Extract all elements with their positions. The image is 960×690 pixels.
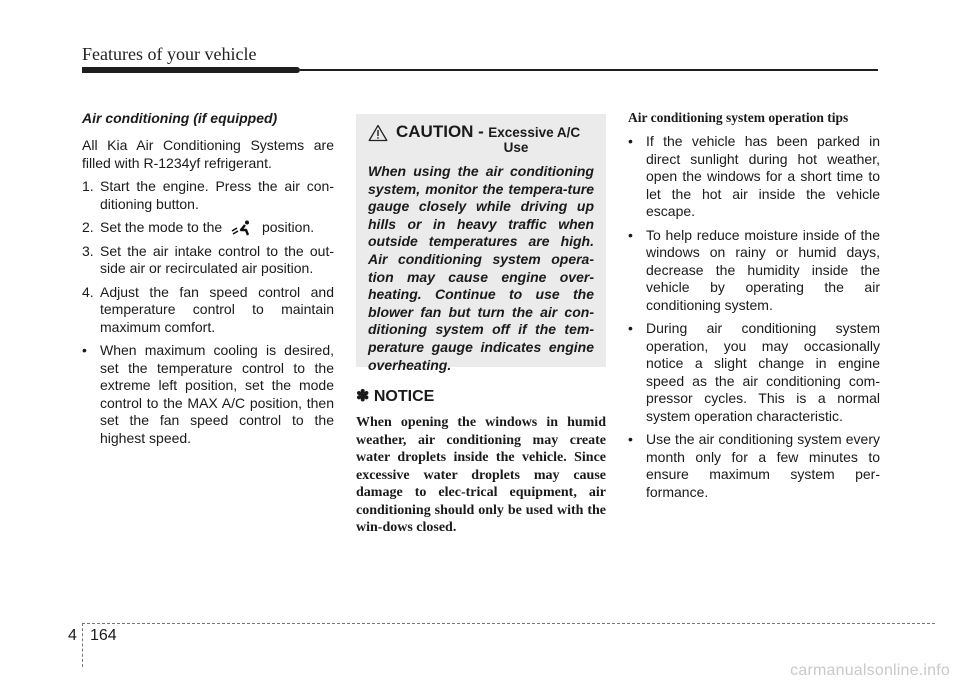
footer-divider bbox=[82, 623, 83, 667]
tip-text: During air conditioning system operation, you may occasionally notice a slight change in engine speed as the air conditioning com-pressor cycles. This is a normal system operation characteristic. bbox=[646, 320, 880, 424]
caution-subtitle: Excessive A/C bbox=[488, 125, 581, 140]
caution-subtitle-2: Use bbox=[503, 140, 529, 155]
bullet-marker: • bbox=[628, 431, 633, 447]
watermark: carmanualsonline.info bbox=[790, 662, 950, 679]
step-marker: 4. bbox=[82, 283, 94, 300]
notice-section bbox=[356, 386, 606, 537]
bullet-text: When maximum cooling is desired, set the temperature control to the extreme left position, set the mode control to the MAX A/C position, then set the fan speed control to the highest speed. bbox=[100, 342, 334, 446]
section-title: Air conditioning (if equipped) bbox=[82, 110, 278, 126]
tip-item bbox=[628, 133, 880, 221]
footer-rule bbox=[82, 623, 935, 624]
header-rule bbox=[300, 69, 878, 71]
bullet-max-cooling bbox=[82, 342, 334, 447]
page-header-title: Features of your vehicle bbox=[82, 44, 257, 64]
step-3 bbox=[82, 243, 334, 278]
right-column bbox=[628, 110, 880, 507]
caution-box bbox=[356, 114, 606, 373]
step-text-after: position. bbox=[261, 219, 315, 235]
tips-title: Air conditioning system operation tips bbox=[628, 110, 849, 125]
bullet-marker: • bbox=[628, 320, 633, 336]
chapter-number: 4 bbox=[68, 627, 77, 644]
step-text: Start the engine. Press the air con-ditioning button. bbox=[100, 178, 334, 212]
notice-title: ✽ NOTICE bbox=[356, 388, 435, 405]
intro-paragraph: All Kia Air Conditioning Systems are filled with R-1234yf refrigerant. bbox=[82, 137, 334, 171]
bullet-marker: • bbox=[628, 226, 633, 243]
tip-item bbox=[628, 431, 880, 501]
step-4 bbox=[82, 284, 334, 337]
warning-triangle-icon bbox=[368, 124, 388, 142]
step-marker: 3. bbox=[82, 242, 94, 259]
notice-body: When opening the windows in humid weather, air conditioning may create water droplets inside the vehicle. Since excessive water droplets may cause damage to elec-trical equipment, air conditioning should only be used with the win-dows closed. bbox=[356, 415, 606, 535]
step-text-before: Set the mode to the bbox=[100, 219, 223, 235]
step-2 bbox=[82, 219, 334, 237]
tip-item bbox=[628, 227, 880, 315]
tip-text: If the vehicle has been parked in direct sunlight during hot weather, open the windows for a short time to let the hot air inside the vehicle escape. bbox=[646, 133, 880, 219]
step-1 bbox=[82, 178, 334, 213]
tip-text: To help reduce moisture inside of the windows on rainy or humid days, decrease the humidity inside the vehicle by operating the air conditioning system. bbox=[646, 226, 880, 313]
bullet-marker: • bbox=[628, 133, 633, 149]
caution-title: CAUTION - bbox=[396, 122, 484, 141]
caution-header bbox=[368, 122, 594, 142]
caution-body: When using the air conditioning system, monitor the tempera-ture gauge closely while driving up hills or in heavy traffic when outside temperatures are high. Air conditioning system opera-tion may cause engine over-heating. Continue to use the blower fan but turn the air con-ditioning system off if the tem-perature gauge indicates engine overheating. bbox=[368, 163, 594, 373]
page-number: 164 bbox=[90, 627, 117, 644]
step-text: Set the air intake control to the out-side air or recirculated air position. bbox=[100, 242, 334, 276]
bullet-marker: • bbox=[82, 342, 87, 358]
step-marker: 2. bbox=[82, 219, 94, 235]
left-column bbox=[82, 110, 334, 453]
header-bar bbox=[82, 67, 300, 73]
tip-item bbox=[628, 320, 880, 425]
floor-mode-icon bbox=[230, 220, 254, 236]
tip-text: Use the air conditioning system every month only for a few minutes to ensure maximum system per-formance. bbox=[646, 431, 880, 500]
step-marker: 1. bbox=[82, 178, 94, 194]
step-text: Adjust the fan speed control and temperature control to maintain maximum comfort. bbox=[100, 283, 334, 335]
